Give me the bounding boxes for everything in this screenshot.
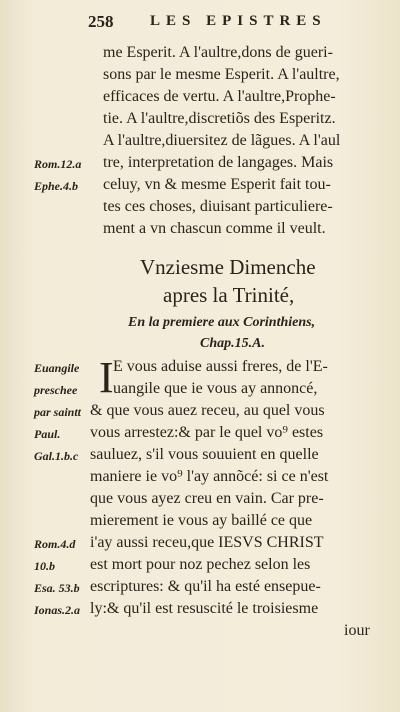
running-head: LES EPISTRES	[150, 13, 327, 29]
text-line: est mort pour noz pechez selon les	[90, 556, 311, 573]
margin-note: Euangile	[34, 361, 80, 375]
section-title: Vnziesme Dimenche	[140, 255, 316, 279]
page-header	[88, 12, 388, 34]
text-line: A l'aultre,diuersitez de lãgues. A l'aul	[103, 132, 341, 149]
text-line: uangile que ie vous ay annoncé,	[113, 380, 318, 397]
text-line: efficaces de vertu. A l'aultre,Prophe-	[103, 88, 336, 105]
text-line: tes ces choses, diuisant particuliere-	[103, 198, 333, 215]
margin-note: par saintt	[34, 405, 82, 419]
text-line: vous arrestez:& par le quel vo⁹ estes	[90, 424, 324, 441]
margin-note: Rom.12.a	[34, 157, 82, 171]
text-line: sons par le mesme Esperit. A l'aultre,	[103, 66, 340, 83]
margin-note: 10.b	[34, 559, 55, 573]
section-title: apres la Trinité,	[163, 283, 295, 307]
text-line: celuy, vn & mesme Esperit fait tou-	[103, 176, 331, 193]
margin-note: Ionas.2.a	[34, 603, 81, 617]
text-line: & que vous auez receu, au quel vous	[90, 402, 325, 419]
text-line: E vous aduise aussi freres, de l'E-	[113, 358, 328, 375]
text-line: sauluez, s'il vous souuient en quelle	[90, 446, 319, 463]
margin-note: Paul.	[34, 427, 61, 441]
page-number: 258	[88, 12, 114, 31]
margin-note: preschee	[34, 383, 78, 397]
drop-cap: I	[99, 353, 114, 402]
margin-note: Gal.1.b.c	[34, 449, 79, 463]
text-line: tre, interpretation de langages. Mais	[103, 154, 334, 171]
margin-note: Ephe.4.b	[34, 179, 79, 193]
catchword: iour	[344, 622, 370, 639]
text-line: tie. A l'aultre,discretiõs des Esperitz.	[103, 110, 336, 127]
chapter-reference: Chap.15.A.	[200, 336, 265, 351]
text-line: mierement ie vous ay baillé ce que	[90, 512, 313, 529]
text-line: me Esperit. A l'aultre,dons de gueri-	[103, 44, 333, 61]
text-line: i'ay aussi receu,que IESVS CHRIST	[90, 534, 324, 551]
section-subtitle: En la premiere aux Corinthiens,	[128, 315, 316, 330]
text-line: que vous ayez creu en vain. Car pre-	[90, 490, 324, 507]
text-line: ly:& qu'il est resuscité le troisiesme	[90, 600, 319, 617]
text-line: maniere ie vo⁹ l'ay annõcé: si ce n'est	[90, 468, 329, 485]
margin-note: Esa. 53.b	[34, 581, 80, 595]
text-line: ment a vn chascun comme il veult.	[103, 220, 326, 237]
text-line: escriptures: & qu'il ha esté ensepue-	[90, 578, 321, 595]
margin-note: Rom.4.d	[34, 537, 76, 551]
